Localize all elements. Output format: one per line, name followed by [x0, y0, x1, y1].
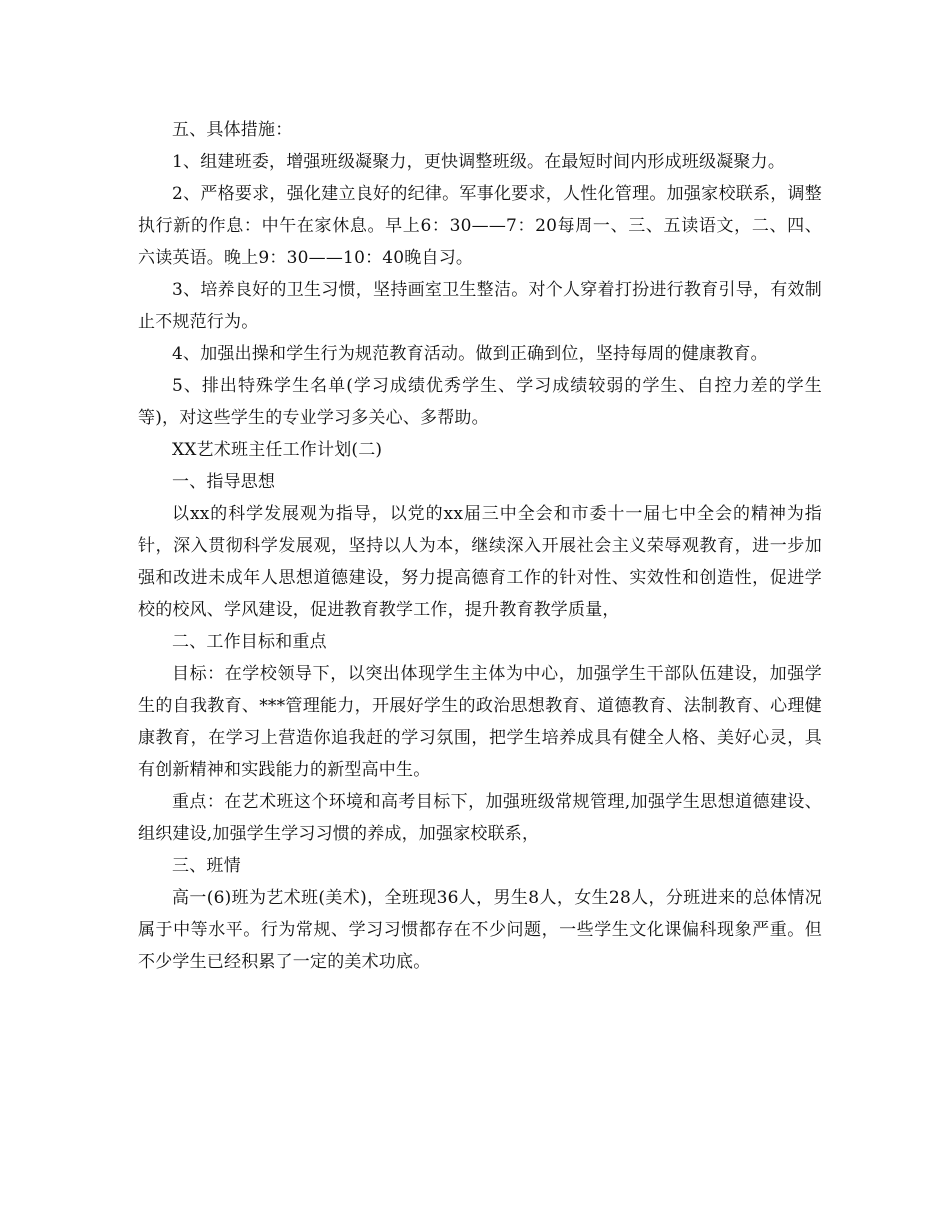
measure-item-4: 4、加强出操和学生行为规范教育活动。做到正确到位，坚持每周的健康教育。: [172, 344, 768, 364]
measure-item-5: 5、排出特殊学生名单(学习成绩优秀学生、学习成绩较弱的学生、自控力差的学生等)，对这些学生的专业学习多关心、多帮助。: [138, 376, 822, 428]
measure-item-2: 2、严格要求，强化建立良好的纪律。军事化要求，人性化管理。加强家校联系，调整执行新的作息：中午在家休息。早上6：30——7：20每周一、三、五读语文，二、四、六读英语。晚上9：30——10：40晚自习。: [138, 184, 822, 268]
focus-text: 重点：在艺术班这个环境和高考目标下，加强班级常规管理,加强学生思想道德建设、组织建设,加强学生学习习惯的养成，加强家校联系，: [138, 792, 822, 844]
guiding-ideology-text: 以xx的科学发展观为指导，以党的xx届三中全会和市委十一届七中全会的精神为指针，深入贯彻科学发展观，坚持以人为本，继续深入开展社会主义荣辱观教育，进一步加强和改进未成年人思想道德建设，努力提高德育工作的针对性、实效性和创造性，促进学校的校风、学风建设，促进教育教学工作，提升教育教学质量，: [138, 504, 822, 620]
heading-guiding-ideology: 一、指导思想: [172, 472, 276, 492]
measure-item-3: 3、培养良好的卫生习惯，坚持画室卫生整洁。对个人穿着打扮进行教育引导，有效制止不规范行为。: [138, 280, 822, 332]
class-situation-text: 高一(6)班为艺术班(美术)，全班现36人，男生8人，女生28人，分班进来的总体情况属于中等水平。行为常规、学习习惯都存在不少问题，一些学生文化课偏科现象严重。但不少学生已经积累了一定的美术功底。: [138, 888, 822, 972]
document-body: [138, 114, 822, 978]
goals-text: 目标：在学校领导下，以突出体现学生主体为中心，加强学生干部队伍建设，加强学生的自我教育、***管理能力，开展好学生的政治思想教育、道德教育、法制教育、心理健康教育，在学习上营造你追我赶的学习氛围，把学生培养成具有健全人格、美好心灵，具有创新精神和实践能力的新型高中生。: [138, 664, 822, 780]
heading-class-situation: 三、班情: [172, 856, 241, 876]
heading-measures: 五、具体措施：: [172, 120, 293, 140]
measure-item-1: 1、组建班委，增强班级凝聚力，更快调整班级。在最短时间内形成班级凝聚力。: [172, 152, 786, 172]
heading-goals-focus: 二、工作目标和重点: [172, 632, 327, 652]
plan-title-part-two: XX艺术班主任工作计划(二): [172, 440, 383, 460]
